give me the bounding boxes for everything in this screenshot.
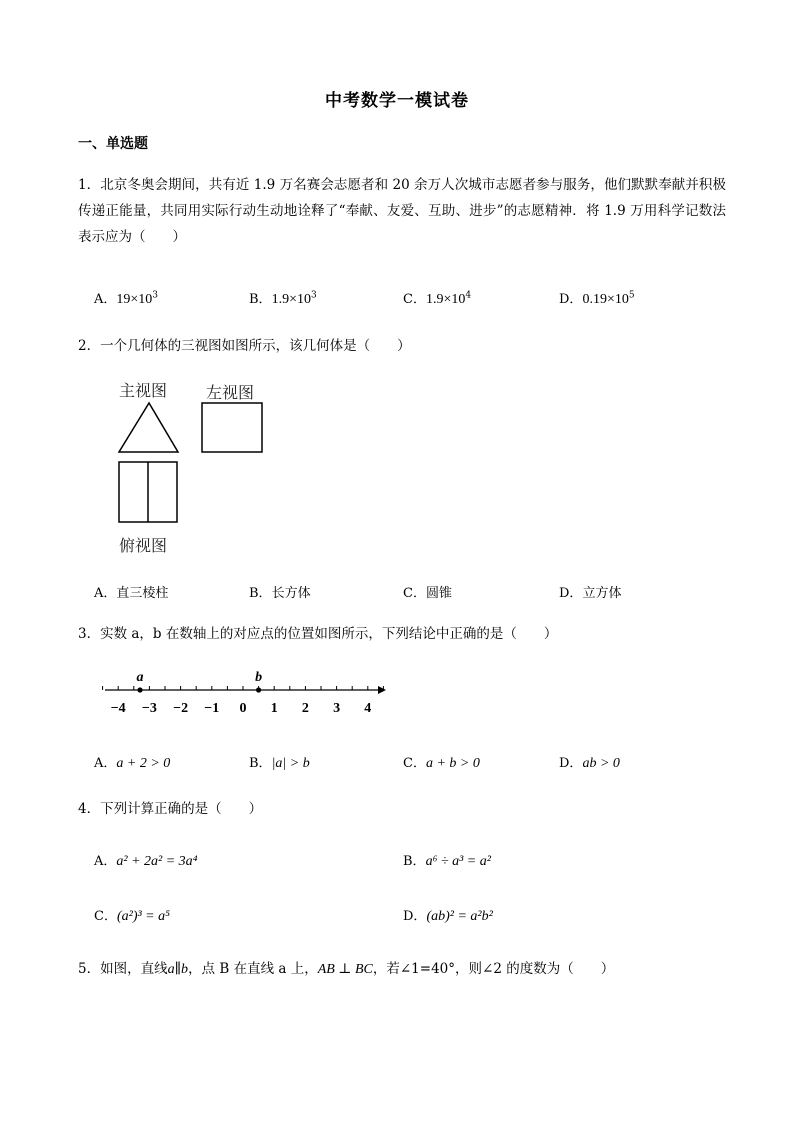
option-expression: a + b > 0 (425, 756, 480, 771)
front-view-triangle (119, 403, 178, 452)
q1-option-d[interactable] (559, 288, 635, 308)
number-line-tick-label: −1 (204, 701, 220, 716)
option-base: 0.19×10 (582, 292, 629, 307)
option-text: 长方体 (271, 586, 311, 601)
top-view-label: 俯视图 (119, 536, 168, 555)
option-base: 1.9×10 (271, 292, 311, 307)
option-letter: C． (403, 756, 426, 771)
option-exponent: 5 (628, 290, 635, 301)
option-text: 直三棱柱 (116, 586, 169, 601)
left-view-label: 左视图 (206, 383, 255, 402)
option-letter: D． (403, 909, 427, 924)
option-text: 立方体 (582, 586, 622, 601)
question-4-text: 4．下列计算正确的是（ ） (78, 801, 263, 817)
option-exponent: 4 (465, 290, 472, 301)
three-views-figure (110, 376, 280, 556)
option-exponent: 3 (152, 290, 159, 301)
number-line-tick-label: 4 (364, 701, 372, 716)
number-line-tick-label: 3 (333, 701, 341, 716)
option-letter: B． (249, 586, 272, 601)
q2-option-b[interactable] (249, 582, 311, 601)
q1-option-c[interactable] (403, 288, 471, 308)
option-letter: A． (94, 854, 117, 869)
point-a-label: a (136, 670, 144, 685)
option-text: 圆锥 (425, 586, 452, 601)
option-letter: A． (94, 756, 117, 771)
q4-option-a[interactable] (94, 850, 198, 870)
option-expression: a⁶ ÷ a³ = a² (425, 854, 491, 869)
option-letter: D． (559, 756, 583, 771)
question-2-text: 2．一个几何体的三视图如图所示，该几何体是（ ） (78, 338, 411, 354)
number-line-tick-label: 1 (270, 701, 278, 716)
option-letter: B． (249, 756, 272, 771)
number-line-tick-label: −3 (141, 701, 157, 716)
option-base: 1.9×10 (425, 292, 466, 307)
number-line-tick-label: −2 (173, 701, 189, 716)
option-base: 19×10 (116, 292, 153, 307)
q1-option-b[interactable] (249, 288, 317, 308)
option-letter: D． (559, 586, 583, 601)
option-letter: C． (403, 586, 426, 601)
option-expression: a + 2 > 0 (116, 756, 171, 771)
q5-perp-expr: AB ⊥ BC (317, 962, 373, 977)
q2-option-a[interactable] (94, 582, 168, 601)
number-line (100, 664, 390, 720)
section-heading: 一、单选题 (78, 136, 148, 152)
q3-option-c[interactable] (403, 752, 480, 772)
three-views-drawing (110, 376, 280, 556)
q3-option-d[interactable] (559, 752, 620, 772)
number-line-tick-label: 2 (301, 701, 309, 716)
question-1-text: 1．北京冬奥会期间，共有近 1.9 万名赛会志愿者和 20 余万人次城市志愿者参与服务，他们默默奉献并积极传递正能量，共同用实际行动生动地诠释了“奉献、友爱、互助、进步”的志愿精神．将 1.9 万用科学记数法表示应为（ ） (78, 177, 726, 245)
option-letter: D． (559, 292, 583, 307)
point-b-label: b (255, 670, 263, 685)
number-line-arrow (378, 686, 386, 694)
option-expression: a² + 2a² = 3a⁴ (116, 854, 198, 869)
point-a-dot (137, 687, 142, 692)
option-expression: (a²)³ = a⁵ (116, 909, 170, 924)
front-view-label: 主视图 (119, 381, 168, 400)
option-expression: ab > 0 (582, 756, 620, 771)
number-line-tick-labels (111, 701, 372, 716)
number-line-tick-label: 0 (239, 701, 247, 716)
q4-option-b[interactable] (403, 850, 491, 870)
q3-option-b[interactable] (249, 752, 310, 772)
option-letter: A． (94, 292, 117, 307)
q5-suffix: ，若∠1=40°，则∠2 的度数为（ ） (372, 961, 615, 977)
q4-option-d[interactable] (403, 905, 493, 925)
option-letter: B． (403, 854, 426, 869)
q2-option-d[interactable] (559, 582, 621, 601)
question-3-text: 3．实数 a，b 在数轴上的对应点的位置如图所示，下列结论中正确的是（ ） (78, 626, 558, 642)
page-title: 中考数学一模试卷 (325, 91, 469, 111)
q5-prefix: 5．如图，直线 (78, 961, 168, 977)
q3-option-a[interactable] (94, 752, 170, 772)
option-letter: C． (94, 909, 117, 924)
q4-option-c[interactable] (94, 905, 170, 925)
option-letter: A． (94, 586, 117, 601)
q1-option-a[interactable] (94, 288, 158, 308)
q5-mid: ，点 B 在直线 a 上， (188, 961, 318, 977)
left-view-rectangle (202, 403, 262, 452)
option-letter: B． (249, 292, 272, 307)
question-5-text (78, 956, 614, 983)
option-letter: C． (403, 292, 426, 307)
option-exponent: 3 (310, 290, 317, 301)
point-b-dot (256, 687, 261, 692)
number-line-tick-label: −4 (110, 701, 126, 716)
option-expression: (ab)² = a²b² (426, 909, 493, 924)
q5-parallel-expr: a∥b (167, 962, 189, 977)
q2-option-c[interactable] (403, 582, 452, 601)
option-expression: |a| > b (271, 756, 310, 771)
